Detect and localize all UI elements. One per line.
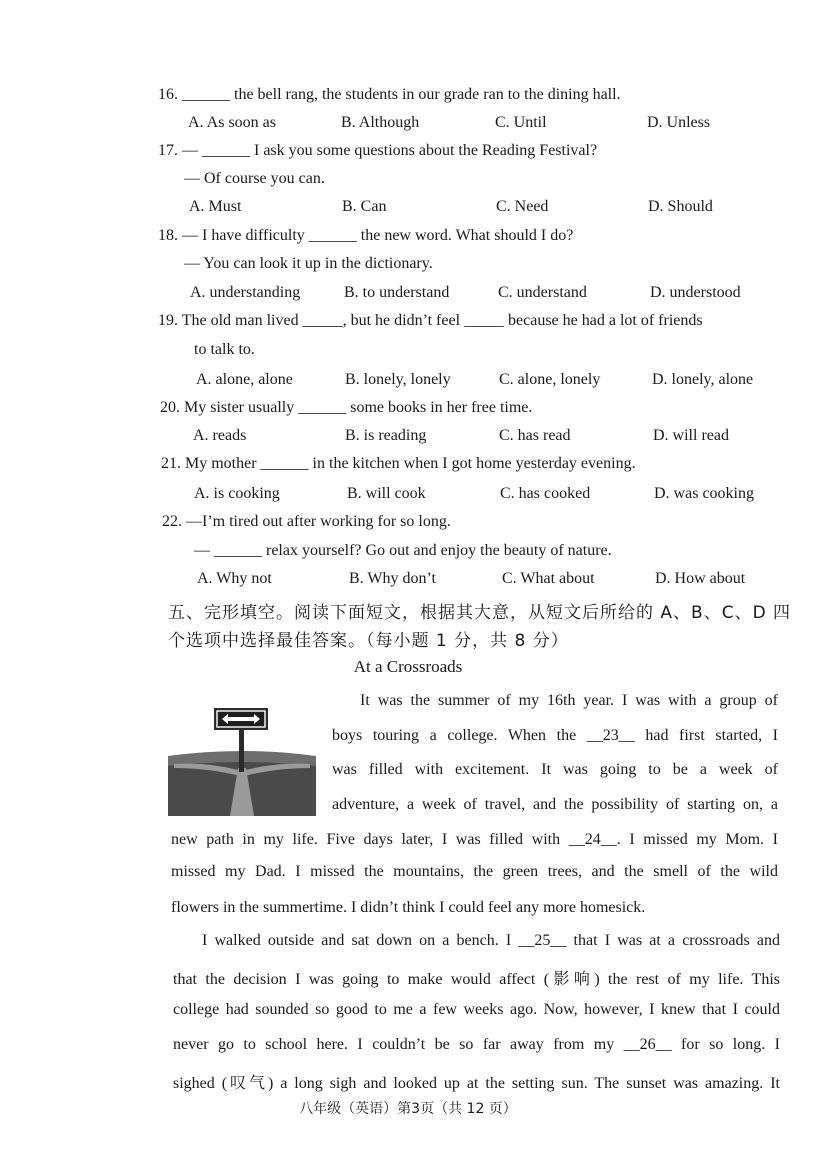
question-16-stem: 16. ______ the bell rang, the students in our grade ran to the dining hall.: [158, 86, 621, 103]
q20-option-d: D. will read: [653, 427, 729, 444]
question-21-stem: 21. My mother ______ in the kitchen when I got home yesterday evening.: [161, 455, 636, 472]
passage-line-6: missed my Dad. I missed the mountains, the green trees, and the smell of the wild: [171, 863, 778, 880]
page-footer: 八年级（英语）第3页（共 12 页）: [299, 1101, 517, 1117]
passage-line-5: new path in my life. Five days later, I was filled with __24__. I missed my Mom. I: [171, 831, 778, 848]
q22-option-a: A. Why not: [197, 570, 272, 587]
q21-option-c: C. has cooked: [500, 485, 591, 502]
q19-option-c: C. alone, lonely: [499, 371, 601, 388]
question-19-stem: 19. The old man lived _____, but he didn’t feel _____ because he had a lot of friends: [158, 312, 703, 329]
passage-line-11: never go to school here. I couldn’t be so far away from my __26__ for so long. I: [173, 1036, 780, 1053]
q21-option-a: A. is cooking: [194, 485, 280, 502]
passage-line-2: boys touring a college. When the __23__ had first started, I: [332, 727, 778, 744]
passage-line-3: was filled with excitement. It was going to be a week of: [332, 761, 778, 778]
question-17-stem: 17. — ______ I ask you some questions about the Reading Festival?: [158, 142, 598, 159]
q16-option-c: C. Until: [495, 114, 547, 131]
passage-line-10: college had sounded so good to me a few weeks ago. Now, however, I knew that I could: [173, 1001, 780, 1018]
section-heading-line-1: 五、完形填空。阅读下面短文，根据其大意，从短文后所给的 A、B、C、D 四: [168, 603, 792, 623]
q17-option-c: C. Need: [496, 198, 549, 215]
q18-option-c: C. understand: [498, 284, 587, 301]
question-19-stem-continued: to talk to.: [194, 341, 255, 358]
question-22-reply: — ______ relax yourself? Go out and enjoy the beauty of nature.: [194, 542, 612, 559]
passage-line-9: that the decision I was going to make would affect (影响) the rest of my life. This: [173, 971, 780, 988]
q20-option-b: B. is reading: [345, 427, 427, 444]
q19-option-a: A. alone, alone: [196, 371, 293, 388]
q21-option-b: B. will cook: [347, 485, 426, 502]
q17-option-d: D. Should: [648, 198, 713, 215]
q22-option-d: D. How about: [655, 570, 746, 587]
passage-line-12: sighed (叹气) a long sigh and looked up at the setting sun. The sunset was amazing. It: [173, 1075, 780, 1092]
passage-line-4: adventure, a week of travel, and the possibility of starting on, a: [332, 796, 778, 813]
q17-option-b: B. Can: [342, 198, 387, 215]
passage-line-7: flowers in the summertime. I didn’t think I could feel any more homesick.: [171, 899, 646, 916]
q20-option-a: A. reads: [193, 427, 247, 444]
q18-option-b: B. to understand: [344, 284, 450, 301]
question-22-stem: 22. —I’m tired out after working for so long.: [162, 513, 451, 530]
q21-option-d: D. was cooking: [654, 485, 754, 502]
question-20-stem: 20. My sister usually ______ some books in her free time.: [160, 399, 533, 416]
q19-option-d: D. lonely, alone: [652, 371, 754, 388]
passage-line-1: It was the summer of my 16th year. I was with a group of: [360, 692, 778, 709]
q20-option-c: C. has read: [499, 427, 571, 444]
passage-line-8: I walked outside and sat down on a bench. I __25__ that I was at a crossroads and: [202, 932, 780, 949]
q16-option-a: A. As soon as: [188, 114, 277, 131]
question-17-reply: — Of course you can.: [184, 170, 325, 187]
q16-option-d: D. Unless: [647, 114, 711, 131]
q22-option-c: C. What about: [502, 570, 595, 587]
q19-option-b: B. lonely, lonely: [345, 371, 451, 388]
q18-option-a: A. understanding: [190, 284, 301, 301]
section-heading-line-2: 个选项中选择最佳答案。（每小题 1 分，共 8 分）: [168, 631, 569, 651]
passage-title: At a Crossroads: [353, 657, 463, 676]
q22-option-b: B. Why don’t: [349, 570, 436, 587]
q17-option-a: A. Must: [189, 198, 242, 215]
q18-option-d: D. understood: [650, 284, 741, 301]
question-18-reply: — You can look it up in the dictionary.: [184, 255, 433, 272]
crossroads-sign-illustration: [168, 706, 316, 816]
question-18-stem: 18. — I have difficulty ______ the new word. What should I do?: [158, 227, 574, 244]
q16-option-b: B. Although: [341, 114, 420, 131]
